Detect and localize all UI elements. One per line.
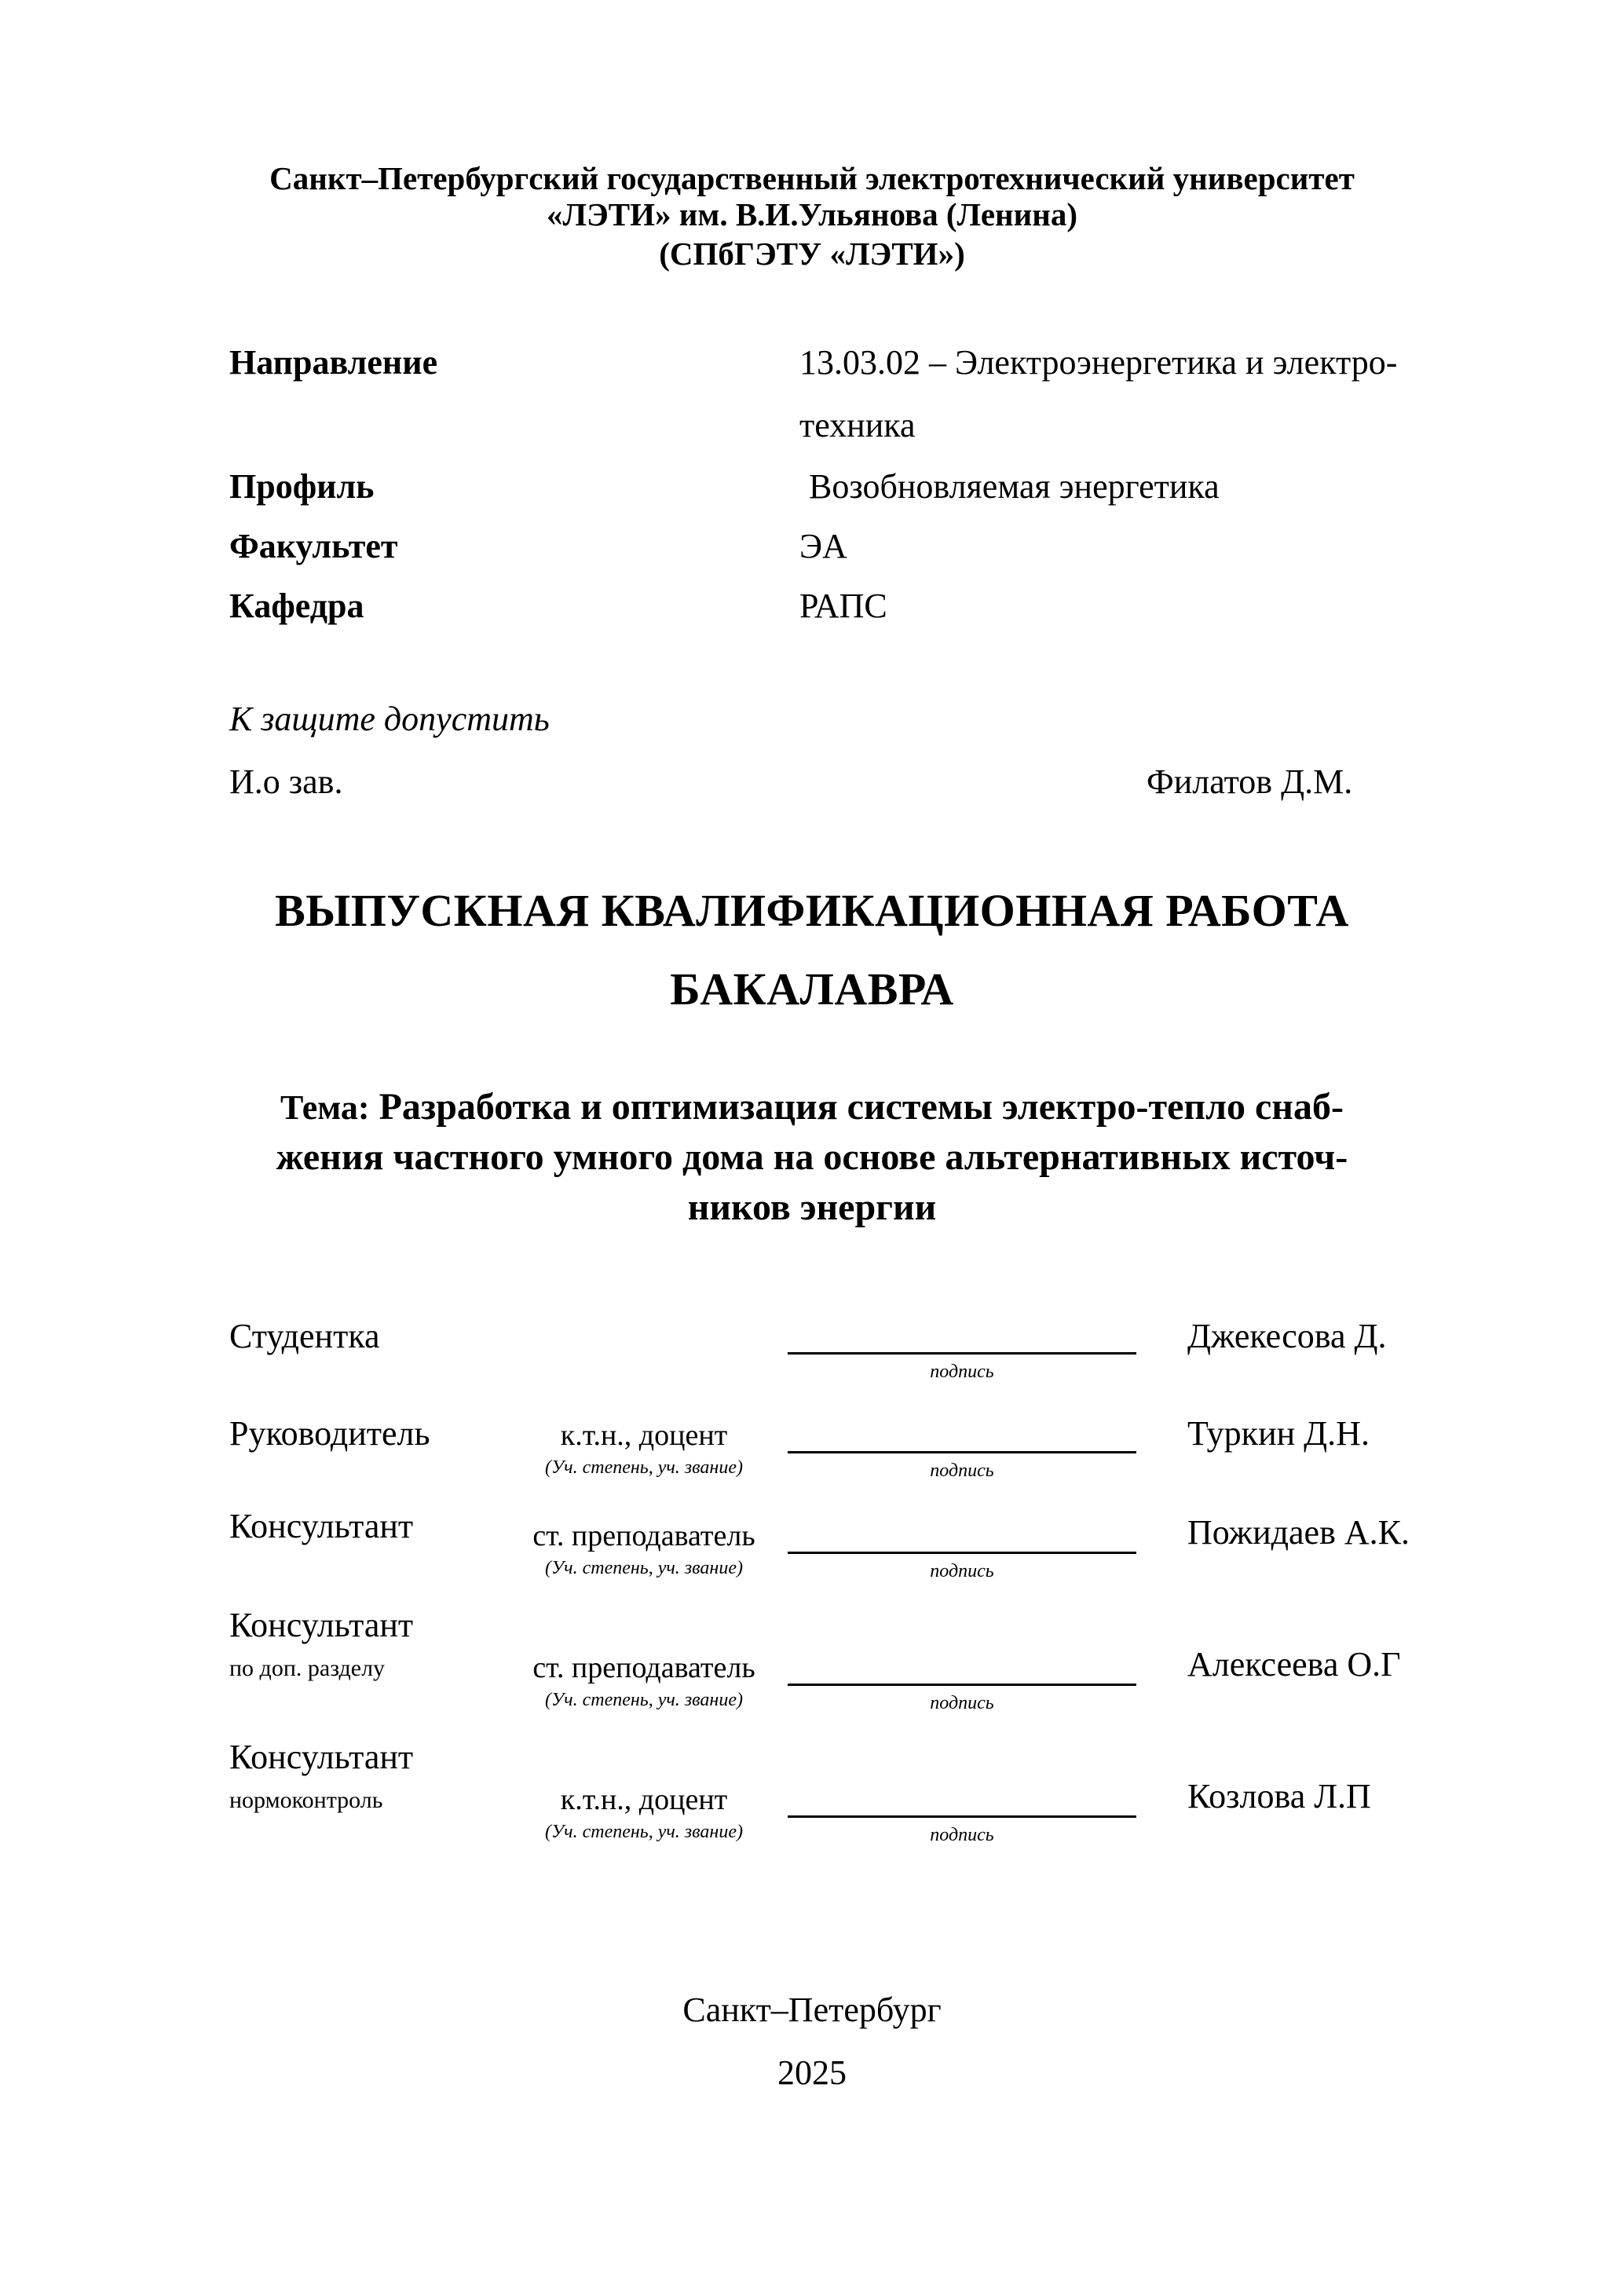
topic-line1 bbox=[0, 1084, 1624, 1132]
signature-line[interactable] bbox=[788, 1815, 1136, 1818]
footer-year: 2025 bbox=[777, 2053, 847, 2092]
topic-line2: жения частного умного дома на основе альтернативных источ- bbox=[276, 1136, 1348, 1178]
signature-caption: подпись bbox=[930, 1461, 994, 1481]
university-abbr: (СПбГЭТУ «ЛЭТИ») bbox=[659, 236, 965, 272]
signature-role: Консультант bbox=[229, 1738, 414, 1776]
signature-role: Руководитель bbox=[229, 1414, 430, 1453]
approval-position: И.о зав. bbox=[229, 762, 343, 801]
field-value-department: РАПС bbox=[799, 587, 887, 625]
document-title-line1: ВЫПУСКНАЯ КВАЛИФИКАЦИОННАЯ РАБОТА bbox=[275, 885, 1349, 936]
field-value-direction-line1: 13.03.02 – Электроэнергетика и электро- bbox=[799, 343, 1398, 382]
academic-degree-caption: (Уч. степень, уч. звание) bbox=[545, 1558, 743, 1578]
approval-name: Филатов Д.М. bbox=[1147, 762, 1353, 801]
topic-text-line1: Разработка и оптимизация системы электро-тепло снаб- bbox=[379, 1086, 1344, 1128]
academic-degree-caption: (Уч. степень, уч. звание) bbox=[545, 1690, 743, 1710]
field-label-profile: Профиль bbox=[229, 467, 375, 506]
university-name-line1: Санкт–Петербургский государственный электротехнический университет bbox=[269, 160, 1355, 196]
academic-degree-caption: (Уч. степень, уч. звание) bbox=[545, 1457, 743, 1478]
field-value-profile: Возобновляемая энергетика bbox=[809, 467, 1220, 506]
document-title-line2: БАКАЛАВРА bbox=[670, 963, 954, 1015]
signatory-name: Джекесова Д. bbox=[1187, 1317, 1387, 1355]
signatory-name: Туркин Д.Н. bbox=[1187, 1414, 1370, 1453]
footer-city: Санкт–Петербург bbox=[682, 1991, 942, 2029]
signature-line[interactable] bbox=[788, 1451, 1136, 1453]
signatory-name: Пожидаев А.К. bbox=[1187, 1513, 1410, 1552]
field-value-faculty: ЭА bbox=[799, 527, 847, 565]
signature-role: Консультант bbox=[229, 1606, 414, 1644]
academic-degree: ст. преподаватель bbox=[532, 1651, 755, 1684]
field-label-faculty: Факультет bbox=[229, 527, 398, 565]
signatory-name: Алексеева О.Г bbox=[1187, 1645, 1401, 1684]
signatory-name: Козлова Л.П bbox=[1187, 1777, 1371, 1815]
signature-role: Студентка bbox=[229, 1317, 380, 1355]
field-value-direction-line2: техника bbox=[799, 406, 916, 444]
signature-caption: подпись bbox=[930, 1693, 994, 1713]
academic-degree: к.т.н., доцент bbox=[560, 1419, 728, 1452]
signature-caption: подпись bbox=[930, 1825, 994, 1845]
signature-caption: подпись bbox=[930, 1362, 994, 1382]
signature-role: Консультант bbox=[229, 1507, 414, 1545]
approval-heading: К защите допустить bbox=[229, 700, 550, 738]
academic-degree: к.т.н., доцент bbox=[560, 1783, 728, 1816]
topic-line3: ников энергии bbox=[687, 1186, 937, 1228]
topic-prefix: Тема: bbox=[280, 1088, 370, 1127]
signature-role-sub: нормоконтроль bbox=[229, 1787, 383, 1813]
field-label-direction: Направление bbox=[229, 343, 438, 382]
academic-degree: ст. преподаватель bbox=[532, 1519, 755, 1552]
signature-role-sub: по доп. разделу bbox=[229, 1655, 386, 1681]
signature-line[interactable] bbox=[788, 1352, 1136, 1355]
signature-line[interactable] bbox=[788, 1552, 1136, 1554]
field-label-department: Кафедра bbox=[229, 587, 364, 625]
university-name-line2: «ЛЭТИ» им. В.И.Ульянова (Ленина) bbox=[546, 196, 1078, 232]
academic-degree-caption: (Уч. степень, уч. звание) bbox=[545, 1822, 743, 1842]
signature-caption: подпись bbox=[930, 1561, 994, 1581]
signature-line[interactable] bbox=[788, 1684, 1136, 1686]
